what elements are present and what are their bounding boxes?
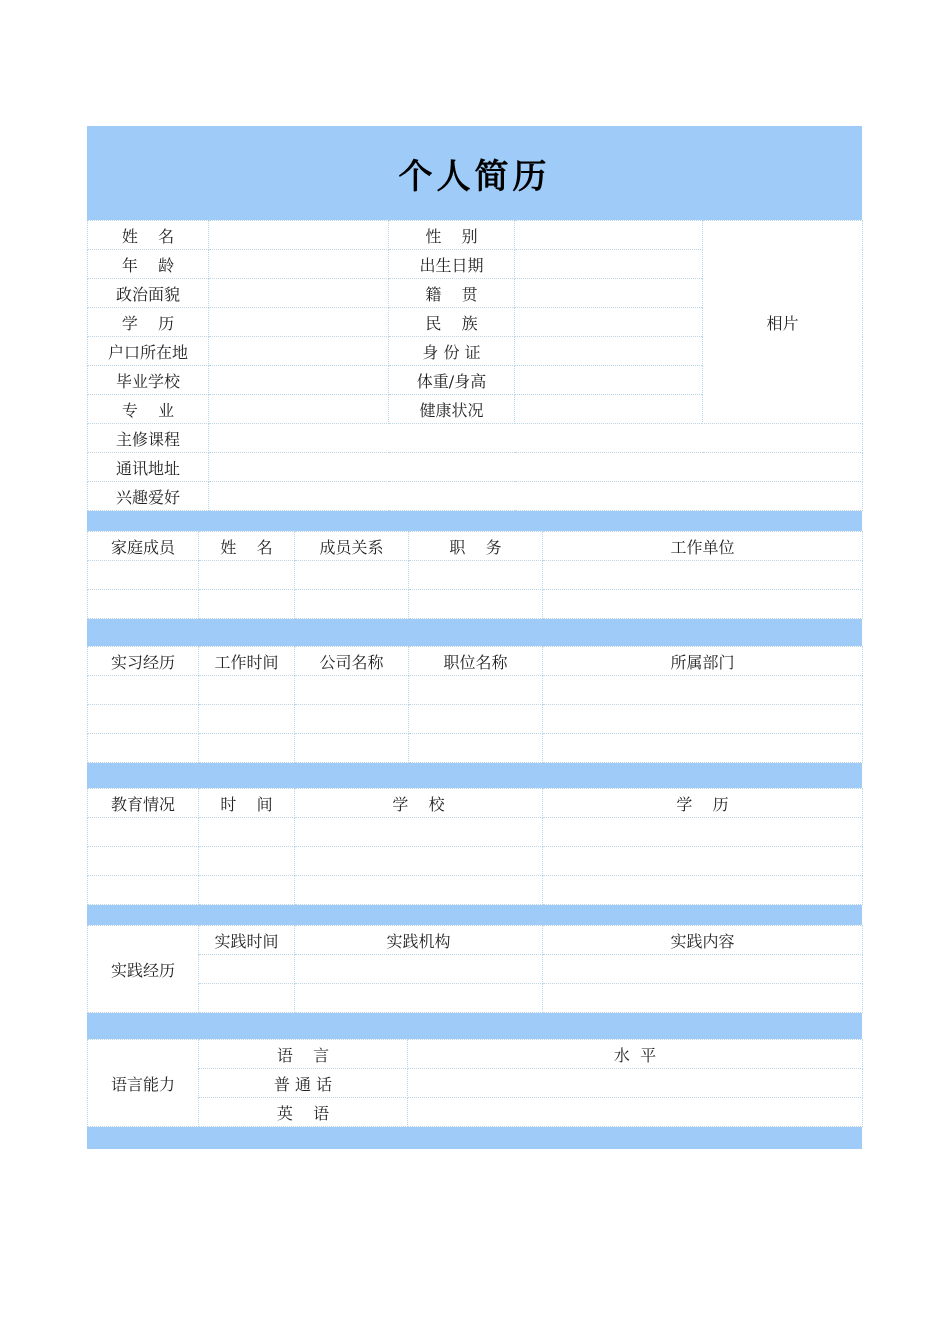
value-education-level[interactable]	[209, 308, 389, 337]
cell[interactable]	[543, 561, 863, 590]
label-age: 年 龄	[88, 250, 209, 279]
header-practice-org: 实践机构	[295, 926, 543, 955]
label-practice: 实践经历	[88, 926, 199, 1013]
value-gender[interactable]	[515, 221, 703, 250]
value-address[interactable]	[209, 453, 863, 482]
cell[interactable]	[88, 734, 199, 763]
value-name[interactable]	[209, 221, 389, 250]
cell[interactable]	[295, 734, 409, 763]
cell[interactable]	[295, 984, 543, 1013]
basic-info-table	[87, 220, 863, 511]
header-edu-degree: 学 历	[543, 789, 863, 818]
cell[interactable]	[409, 705, 543, 734]
cell[interactable]	[295, 818, 543, 847]
cell[interactable]	[543, 955, 863, 984]
table-row	[88, 734, 863, 763]
cell[interactable]	[295, 876, 543, 905]
value-age[interactable]	[209, 250, 389, 279]
cell[interactable]	[295, 676, 409, 705]
cell[interactable]	[199, 955, 295, 984]
cell[interactable]	[199, 590, 295, 619]
level-english[interactable]	[408, 1098, 863, 1127]
cell[interactable]	[199, 705, 295, 734]
cell[interactable]	[295, 590, 409, 619]
header-internship: 实习经历	[88, 647, 199, 676]
table-row	[88, 676, 863, 705]
cell[interactable]	[543, 818, 863, 847]
label-courses: 主修课程	[88, 424, 209, 453]
label-name: 姓 名	[88, 221, 209, 250]
language-english: 英 语	[199, 1098, 408, 1127]
value-native-place[interactable]	[515, 279, 703, 308]
photo-box[interactable]: 相片	[703, 221, 863, 424]
header-position: 职 务	[409, 532, 543, 561]
section-divider	[87, 1127, 862, 1149]
cell[interactable]	[88, 705, 199, 734]
table-row	[88, 876, 863, 905]
value-hobbies[interactable]	[209, 482, 863, 511]
table-row	[88, 818, 863, 847]
cell[interactable]	[295, 955, 543, 984]
header-edu-school: 学 校	[295, 789, 543, 818]
label-id-card: 身 份 证	[389, 337, 515, 366]
section-divider	[87, 619, 862, 646]
label-weight-height: 体重/身高	[389, 366, 515, 395]
cell[interactable]	[409, 676, 543, 705]
family-table	[87, 531, 863, 619]
table-row	[88, 561, 863, 590]
cell[interactable]	[543, 676, 863, 705]
section-divider	[87, 763, 862, 788]
label-health: 健康状况	[389, 395, 515, 424]
title-bar	[87, 126, 862, 220]
cell[interactable]	[543, 590, 863, 619]
cell[interactable]	[88, 590, 199, 619]
cell[interactable]	[88, 818, 199, 847]
header-practice-content: 实践内容	[543, 926, 863, 955]
cell[interactable]	[88, 847, 199, 876]
value-school[interactable]	[209, 366, 389, 395]
label-political: 政治面貌	[88, 279, 209, 308]
header-family-name: 姓 名	[199, 532, 295, 561]
table-row	[88, 955, 863, 984]
cell[interactable]	[199, 734, 295, 763]
header-work-time: 工作时间	[199, 647, 295, 676]
header-edu-time: 时 间	[199, 789, 295, 818]
cell[interactable]	[199, 676, 295, 705]
table-row	[88, 847, 863, 876]
label-school: 毕业学校	[88, 366, 209, 395]
section-divider	[87, 511, 862, 531]
table-row	[88, 705, 863, 734]
value-major[interactable]	[209, 395, 389, 424]
section-divider	[87, 1013, 862, 1039]
label-ethnicity: 民 族	[389, 308, 515, 337]
header-language: 语 言	[199, 1040, 408, 1069]
cell[interactable]	[295, 561, 409, 590]
cell[interactable]	[88, 676, 199, 705]
label-hobbies: 兴趣爱好	[88, 482, 209, 511]
header-relation: 成员关系	[295, 532, 409, 561]
level-mandarin[interactable]	[408, 1069, 863, 1098]
cell[interactable]	[199, 561, 295, 590]
internship-table	[87, 646, 863, 763]
cell[interactable]	[295, 705, 409, 734]
label-birthdate: 出生日期	[389, 250, 515, 279]
label-education-level: 学 历	[88, 308, 209, 337]
table-row	[88, 590, 863, 619]
value-birthdate[interactable]	[515, 250, 703, 279]
value-political[interactable]	[209, 279, 389, 308]
value-health[interactable]	[515, 395, 703, 424]
cell[interactable]	[199, 876, 295, 905]
label-gender: 性 别	[389, 221, 515, 250]
cell[interactable]	[543, 984, 863, 1013]
resume-sheet	[87, 126, 862, 1149]
cell[interactable]	[199, 818, 295, 847]
cell[interactable]	[199, 984, 295, 1013]
education-table	[87, 788, 863, 905]
label-major: 专 业	[88, 395, 209, 424]
header-family-member: 家庭成员	[88, 532, 199, 561]
value-id-card[interactable]	[515, 337, 703, 366]
table-row	[88, 984, 863, 1013]
header-employer: 工作单位	[543, 532, 863, 561]
section-divider	[87, 905, 862, 925]
header-practice-time: 实践时间	[199, 926, 295, 955]
value-weight-height[interactable]	[515, 366, 703, 395]
page-title: 个人简历	[398, 156, 551, 197]
cell[interactable]	[543, 847, 863, 876]
label-hukou: 户口所在地	[88, 337, 209, 366]
header-level: 水 平	[408, 1040, 863, 1069]
cell[interactable]	[88, 876, 199, 905]
value-ethnicity[interactable]	[515, 308, 703, 337]
cell[interactable]	[409, 734, 543, 763]
cell[interactable]	[543, 876, 863, 905]
value-courses[interactable]	[209, 424, 863, 453]
cell[interactable]	[88, 561, 199, 590]
label-native-place: 籍 贯	[389, 279, 515, 308]
label-language: 语言能力	[88, 1040, 199, 1127]
cell[interactable]	[409, 561, 543, 590]
header-company: 公司名称	[295, 647, 409, 676]
value-hukou[interactable]	[209, 337, 389, 366]
label-address: 通讯地址	[88, 453, 209, 482]
cell[interactable]	[199, 847, 295, 876]
cell[interactable]	[295, 847, 543, 876]
cell[interactable]	[543, 705, 863, 734]
header-department: 所属部门	[543, 647, 863, 676]
cell[interactable]	[543, 734, 863, 763]
cell[interactable]	[409, 590, 543, 619]
language-mandarin: 普 通 话	[199, 1069, 408, 1098]
header-education: 教育情况	[88, 789, 199, 818]
header-job-title: 职位名称	[409, 647, 543, 676]
practice-table	[87, 925, 863, 1013]
language-table	[87, 1039, 863, 1127]
